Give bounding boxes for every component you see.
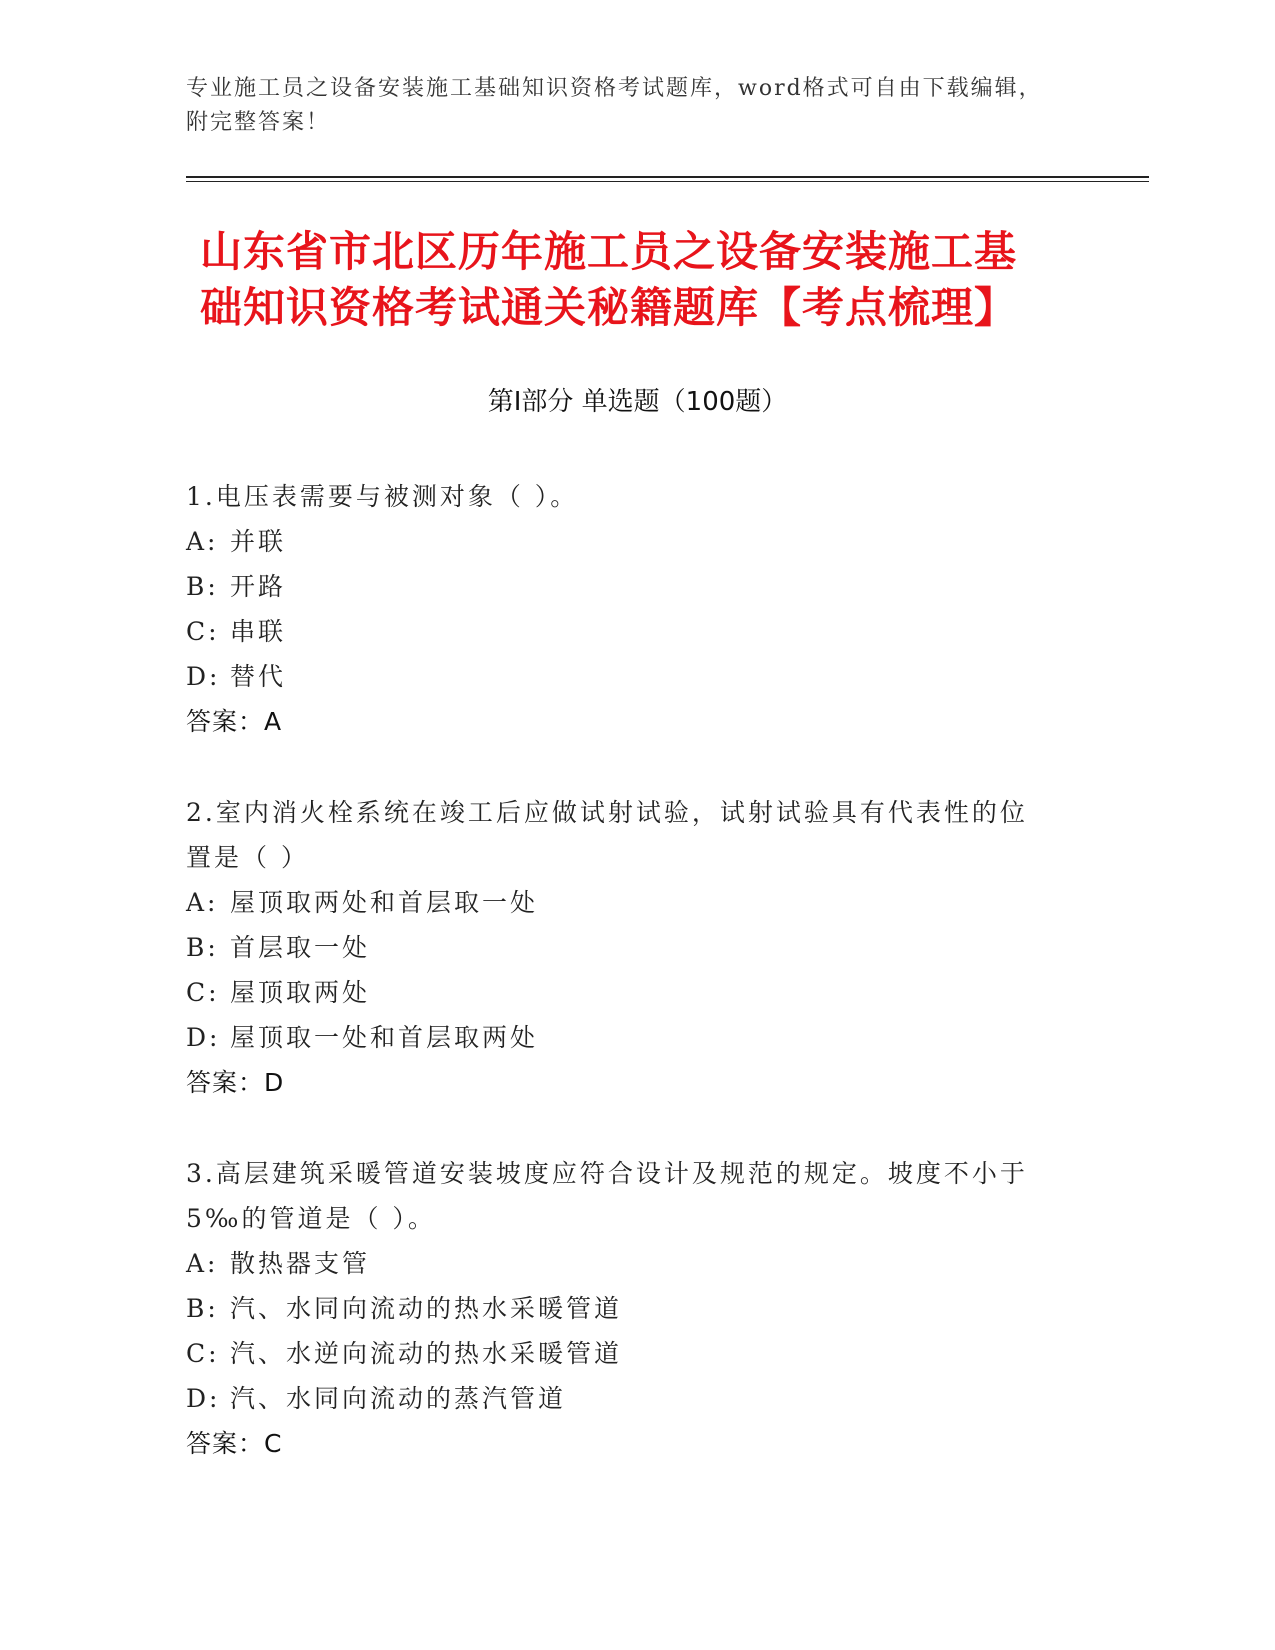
- option-key: B:: [186, 933, 219, 962]
- question-stem: 2.室内消火栓系统在竣工后应做试射试验，试射试验具有代表性的位: [186, 798, 1028, 827]
- option-c: [186, 609, 1066, 654]
- option-b: [186, 925, 1066, 970]
- option-key: C:: [186, 1339, 220, 1368]
- option-key: C:: [186, 978, 220, 1007]
- option-text: 散热器支管: [230, 1249, 371, 1278]
- option-b: [186, 1286, 1066, 1331]
- option-a: [186, 880, 1066, 925]
- question-stem-continued: 置是（ ）: [186, 843, 309, 872]
- option-text: 开路: [230, 572, 287, 601]
- option-key: A:: [186, 1249, 219, 1278]
- question-3: [186, 1151, 1066, 1466]
- document-title-line-2: 础知识资格考试通关秘籍题库【考点梳理】: [200, 283, 1018, 332]
- option-text: 屋顶取两处: [230, 978, 371, 1007]
- question-stem: 3.高层建筑采暖管道安装坡度应符合设计及规范的规定。坡度不小于: [186, 1159, 1028, 1188]
- option-key: A:: [186, 888, 219, 917]
- answer-label: 答案：A: [186, 707, 283, 736]
- option-c: [186, 1331, 1066, 1376]
- answer-label: 答案：D: [186, 1068, 285, 1097]
- option-text: 串联: [230, 617, 287, 646]
- option-text: 并联: [230, 527, 287, 556]
- option-a: [186, 1241, 1066, 1286]
- document-title-line-1: 山东省市北区历年施工员之设备安装施工基: [200, 227, 1018, 276]
- header-divider-thin: [186, 181, 1149, 182]
- question-1: [186, 474, 1066, 744]
- header-note: [186, 72, 1086, 140]
- option-d: [186, 1015, 1066, 1060]
- option-text: 首层取一处: [230, 933, 371, 962]
- question-list: [186, 474, 1066, 1512]
- option-key: D:: [186, 1384, 221, 1413]
- option-key: D:: [186, 1023, 221, 1052]
- question-stem: 1.电压表需要与被测对象（ ）。: [186, 482, 579, 511]
- answer-label: 答案：C: [186, 1429, 283, 1458]
- option-key: C:: [186, 617, 220, 646]
- option-text: 屋顶取两处和首层取一处: [230, 888, 539, 917]
- option-key: A:: [186, 527, 219, 556]
- document-title: [200, 224, 1080, 336]
- option-a: [186, 519, 1066, 564]
- option-key: D:: [186, 662, 221, 691]
- option-text: 汽、水同向流动的热水采暖管道: [230, 1294, 623, 1323]
- option-text: 汽、水逆向流动的热水采暖管道: [230, 1339, 623, 1368]
- option-text: 替代: [230, 662, 287, 691]
- option-c: [186, 970, 1066, 1015]
- option-text: 屋顶取一处和首层取两处: [230, 1023, 539, 1052]
- option-d: [186, 1376, 1066, 1421]
- header-note-line-2: 附完整答案！: [186, 110, 331, 135]
- option-key: B:: [186, 1294, 219, 1323]
- header-note-line-1: 专业施工员之设备安装施工基础知识资格考试题库，word格式可自由下载编辑，: [186, 76, 1043, 101]
- option-b: [186, 564, 1066, 609]
- question-stem-continued: 5‰的管道是（ ）。: [186, 1204, 436, 1233]
- section-heading: 第Ⅰ部分 单选题（100题）: [487, 387, 788, 417]
- option-key: B:: [186, 572, 219, 601]
- header-divider-thick: [186, 176, 1149, 178]
- question-2: [186, 790, 1066, 1105]
- option-d: [186, 654, 1066, 699]
- option-text: 汽、水同向流动的蒸汽管道: [230, 1384, 567, 1413]
